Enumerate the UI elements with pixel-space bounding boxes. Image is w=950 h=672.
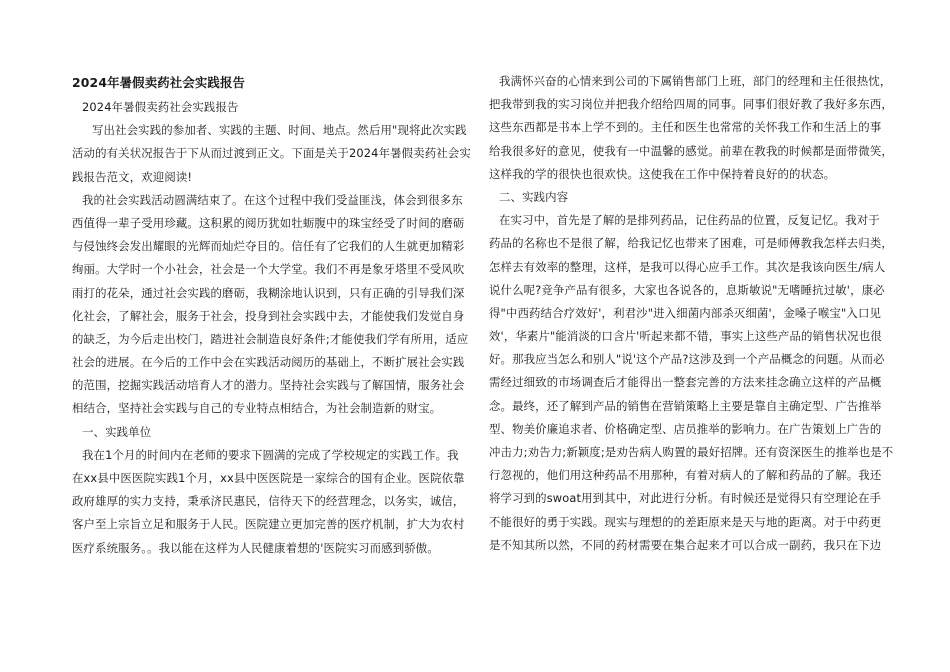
paragraph-line: 念。最终，还了解到产品的销售在营销策略上主要是靠自主确定型、广告推举	[489, 398, 882, 413]
paragraph-line: 的范围，挖掘实践活动培育人才的潜力。坚持社会实践与了解国情，服务社会	[72, 378, 465, 393]
paragraph-line: 把我带到我的实习岗位并把我介绍给四周的同事。同事们很好教了我好多东西，	[489, 97, 893, 112]
paragraph-line: 2024年暑假卖药社会实践报告	[82, 100, 239, 114]
paragraph-line: 活动的有关状况报告于下从而过渡到正文。下面是关于2024年暑假卖药社会实	[72, 146, 471, 161]
paragraph-line: 西值得一辈子受用珍藏。这积累的阅历犹如牡蛎腹中的珠宝经受了时间的磨砺	[72, 215, 465, 230]
paragraph-line: 践报告范文，欢迎阅读!	[72, 169, 193, 184]
paragraph-line: 需经过细致的市场调查后才能得出一整套完善的方法来挂念确立这样的产品概	[489, 375, 882, 390]
paragraph-line: 不能很好的勇于实践。现实与理想的的差距原来是天与地的距离。对于中药更	[489, 514, 882, 529]
paragraph-line: 在实习中，首先是了解的是排列药品，记住药品的位置，反复记忆。我对于	[499, 213, 880, 228]
paragraph-line: 政府雄厚的实力支持，秉承济民惠民，信待天下的经营理念，以务实，诚信，	[72, 494, 465, 509]
paragraph-line: 在xx县中医医院实践1个月，xx县中医医院是一家综合的国有企业。医院依靠	[72, 471, 465, 485]
paragraph-line: 行忽视的，他们用这种药品不用那种，有着对病人的了解和药品的了解。我还	[489, 468, 882, 483]
paragraph-line: 好。那我应当怎么和别人"说'这个产品?这涉及到一个产品概念的问题。从而必	[489, 352, 885, 367]
paragraph-line: 与侵蚀终会发出耀眼的光辉而灿烂夺目的。信任有了它我们的人生就更加精彩	[72, 239, 465, 254]
paragraph-line: 说什么呢?竞争产品有很多，大家也各说各的，息斯敏说"无嗜睡抗过敏'，康必	[489, 282, 885, 297]
left-column	[72, 70, 471, 560]
paragraph-line: 给我很多好的意见，使我有一中温馨的感觉。前辈在教我的时候都是面带微笑，	[489, 143, 893, 158]
document-title: 2024年暑假卖药社会实践报告	[72, 75, 246, 90]
paragraph-line: 将学习到的swoat用到其中，对此进行分析。有时候还是觉得只有空理论在手	[489, 491, 882, 506]
paragraph-line: 二、实践内容	[499, 189, 569, 204]
paragraph-line: 化社会，了解社会，服务于社会，投身到社会实践中去，才能使我们发觉自身	[72, 308, 465, 323]
paragraph-line: 是不知其所以然，不同的药材需要在集合起来才可以合成一副药，我只在下边	[489, 537, 882, 552]
paragraph-line: 我的社会实践活动圆满结束了。在这个过程中我们受益匪浅，体会到很多东	[82, 192, 463, 207]
paragraph-line: 这样我的学的很快也很欢快。这使我在工作中保持着良好的的状态。	[489, 166, 836, 181]
paragraph-line: 我满怀兴奋的心情来到公司的下属销售部门上班，部门的经理和主任很热忱，	[499, 74, 892, 88]
paragraph-line: 药品的名称也不是很了解，给我记忆也带来了困难，可是师傅教我怎样去归类，	[489, 236, 893, 251]
paragraph-line: 怎样去有效率的整理，这样，是我可以得心应手工作。其次是我该向医生/病人	[489, 259, 886, 274]
paragraph-line: 得"中西药结合疗效好'，利君沙"进入细菌内部杀灭细菌'，金嗓子喉宝"入口见	[489, 305, 882, 320]
right-column-body	[489, 70, 894, 557]
left-column-body	[72, 96, 471, 560]
paragraph-line: 效'，华素片"能消淡的口含片'听起来都不错，事实上这些产品的销售状况也很	[489, 329, 882, 344]
paragraph-line: 相结合，坚持社会实践与自己的专业特点相结合，为社会制造新的财宝。	[72, 401, 442, 416]
paragraph-line: 客户至上宗旨立足和服务于人民。医院建立更加完善的医疗机制，扩大为农村	[72, 517, 465, 532]
paragraph-line: 我在1个月的时间内在老师的要求下圆满的完成了学校规定的实践工作。我	[82, 447, 459, 462]
paragraph-line: 型、物美价廉追求者、价格确定型、店员推举的影响力。在广告策划上广告的	[489, 421, 882, 436]
paragraph-line: 绚丽。大学时一个小社会，社会是一个大学堂。我们不再是象牙塔里不受风吹	[72, 262, 465, 277]
paragraph-line: 这些东西都是书本上学不到的。主任和医生也常常的关怀我工作和生活上的事	[489, 120, 882, 135]
paragraph-line: 医疗系统服务。。我以能在这样为人民健康着想的'医院实习而感到骄傲。	[72, 540, 439, 555]
paragraph-line: 写出社会实践的参加者、实践的主题、时间、地点。然后用"现将此次实践	[92, 123, 467, 138]
paragraph-line: 的缺乏，为今后走出校门，踏进社会制造良好条件;才能使我们学有所用，适应	[72, 331, 469, 346]
paragraph-line: 社会的进展。在今后的工作中会在实践活动阅历的基础上，不断扩展社会实践	[72, 355, 465, 370]
paragraph-line: 冲击力;劝告力;新颖度;是劝告病人购置的最好招牌。还有资深医生的推举也是不	[489, 445, 894, 459]
paragraph-line: 雨打的花朵，通过社会实践的磨砺，我糊涂地认识到，只有正确的引导我们深	[72, 285, 465, 300]
right-column	[489, 70, 894, 557]
paragraph-line: 一、实践单位	[82, 424, 152, 439]
